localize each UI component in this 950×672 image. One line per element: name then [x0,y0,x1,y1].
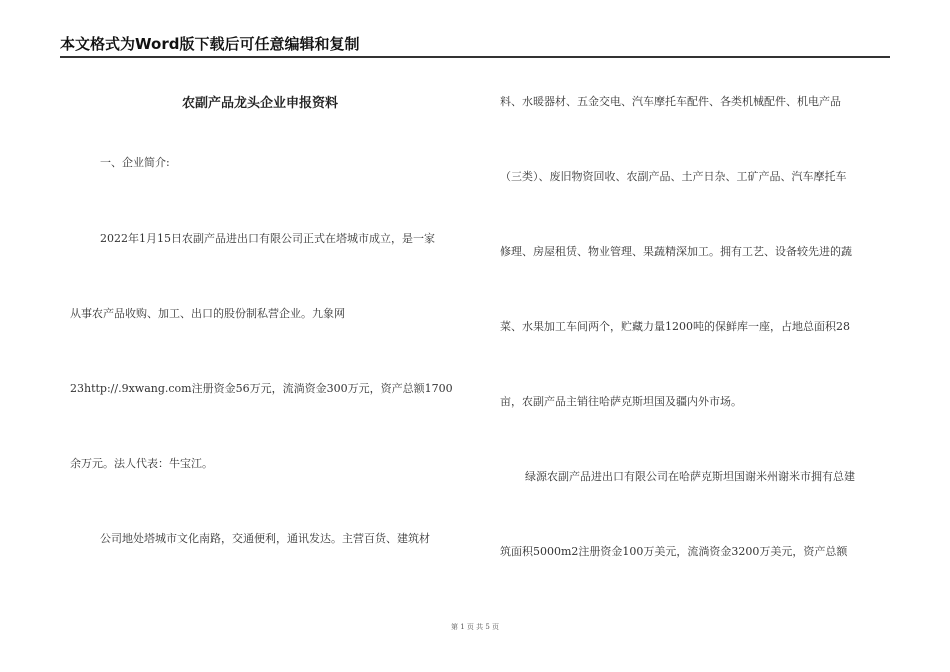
left-line-6: 公司地处塔城市文化南路，交通便利，通讯发达。主营百货、建筑材 [100,532,430,545]
left-line-1: 一、企业简介: [100,156,170,169]
left-line-2: 2022年1月15日农副产品进出口有限公司正式在塔城市成立，是一家 [100,232,435,245]
right-line-6: 绿源农副产品进出口有限公司在哈萨克斯坦国谢米州谢米市拥有总建 [525,470,855,483]
right-line-3: 修理、房屋租赁、物业管理、果蔬精深加工。拥有工艺、设备较先进的蔬 [500,245,852,258]
left-line-4: 23http://.9xwang.com注册资金56万元，流淌资金300万元，资产总额1700 [70,382,453,395]
document-header: 本文格式为Word版下载后可任意编辑和复制 [60,34,890,58]
right-line-1: 料、水暖器材、五金交电、汽车摩托车配件、各类机械配件、机电产品 [500,95,841,108]
left-line-3: 从事农产品收购、加工、出口的股份制私营企业。九象网 [70,307,345,320]
left-line-5: 余万元。法人代表：牛宝江。 [70,457,213,470]
page-footer: 第 1 页 共 5 页 [450,623,500,631]
document-title: 农副产品龙头企业申报资料 [181,96,338,111]
right-line-7: 筑面积5000m2注册资金100万美元，流淌资金3200万美元，资产总额 [500,545,848,558]
right-line-2: （三类）、废旧物资回收、农副产品、土产日杂、工矿产品、汽车摩托车 [500,170,847,183]
right-line-4: 菜、水果加工车间两个，贮藏力量1200吨的保鲜库一座，占地总面积28 [500,320,850,333]
right-line-5: 亩，农副产品主销往哈萨克斯坦国及疆内外市场。 [500,395,742,408]
